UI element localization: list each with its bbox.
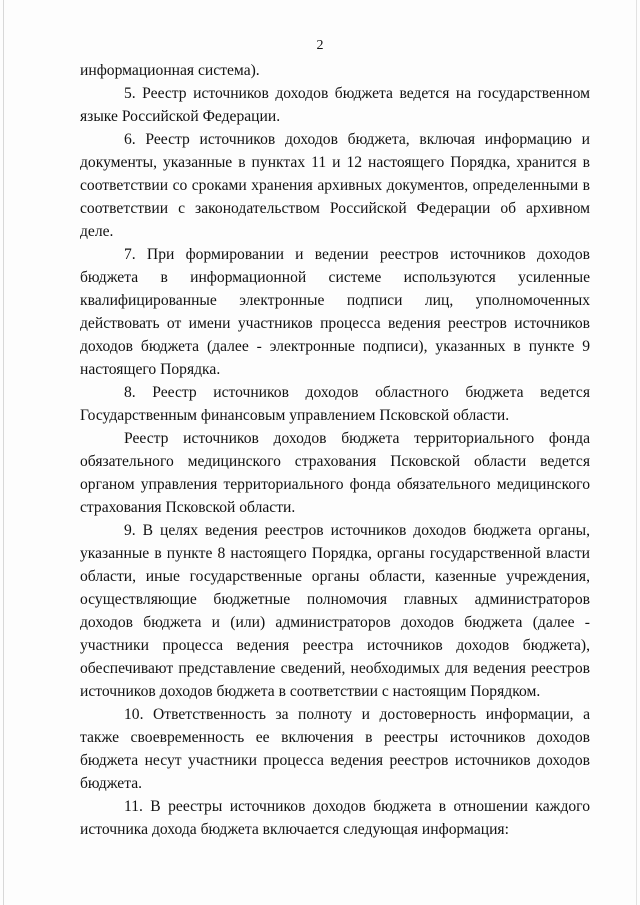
paragraph-7: 7. При формировании и ведении реестров источников доходов бюджета в информационной системе используются усиленные квалифицированные электронные подписи лиц, уполномоченных действовать от имени участников процесса ведения реестров источников доходов бюджета (далее - электронные подписи), указанных в пункте 9 настоящего Порядка.	[80, 246, 590, 378]
document-body	[80, 59, 590, 841]
paragraph-5: 5. Реестр источников доходов бюджета ведется на государственном языке Российской Федерации.	[80, 85, 590, 125]
page-number: 2	[316, 38, 324, 53]
paragraph-8: 8. Реестр источников доходов областного бюджета ведется Государственным финансовым управлением Псковской области.	[80, 384, 590, 424]
paragraph-6: 6. Реестр источников доходов бюджета, включая информацию и документы, указанные в пунктах 11 и 12 настоящего Порядка, хранится в соответствии со сроками хранения архивных документов, определенными в соответствии с законодательством Российской Федерации об архивном деле.	[80, 131, 590, 240]
paragraph-11: 11. В реестры источников доходов бюджета в отношении каждого источника дохода бюджета включается следующая информация:	[80, 798, 590, 838]
paragraph-8-continued: Реестр источников доходов бюджета территориального фонда обязательного медицинского страхования Псковской области ведется органом управления территориального фонда обязательного медицинского страхования Псковской области.	[80, 430, 590, 516]
paragraph-9: 9. В целях ведения реестров источников доходов бюджета органы, указанные в пункте 8 настоящего Порядка, органы государственной власти области, иные государственные органы области, казенные учреждения, осуществляющие бюджетные полномочия главных администраторов доходов бюджета и (или) администраторов доходов бюджета (далее - участники процесса ведения реестра источников доходов бюджета), обеспечивают представление сведений, необходимых для ведения реестров источников доходов бюджета в соответствии с настоящим Порядком.	[80, 522, 590, 700]
scan-edge-right	[636, 0, 637, 905]
scan-edge-left	[3, 0, 4, 905]
paragraph-10: 10. Ответственность за полноту и достоверность информации, а также своевременность ее включения в реестры источников доходов бюджета несут участники процесса ведения реестров источников доходов бюджета.	[80, 706, 590, 792]
paragraph-continuation: информационная система).	[80, 62, 260, 79]
